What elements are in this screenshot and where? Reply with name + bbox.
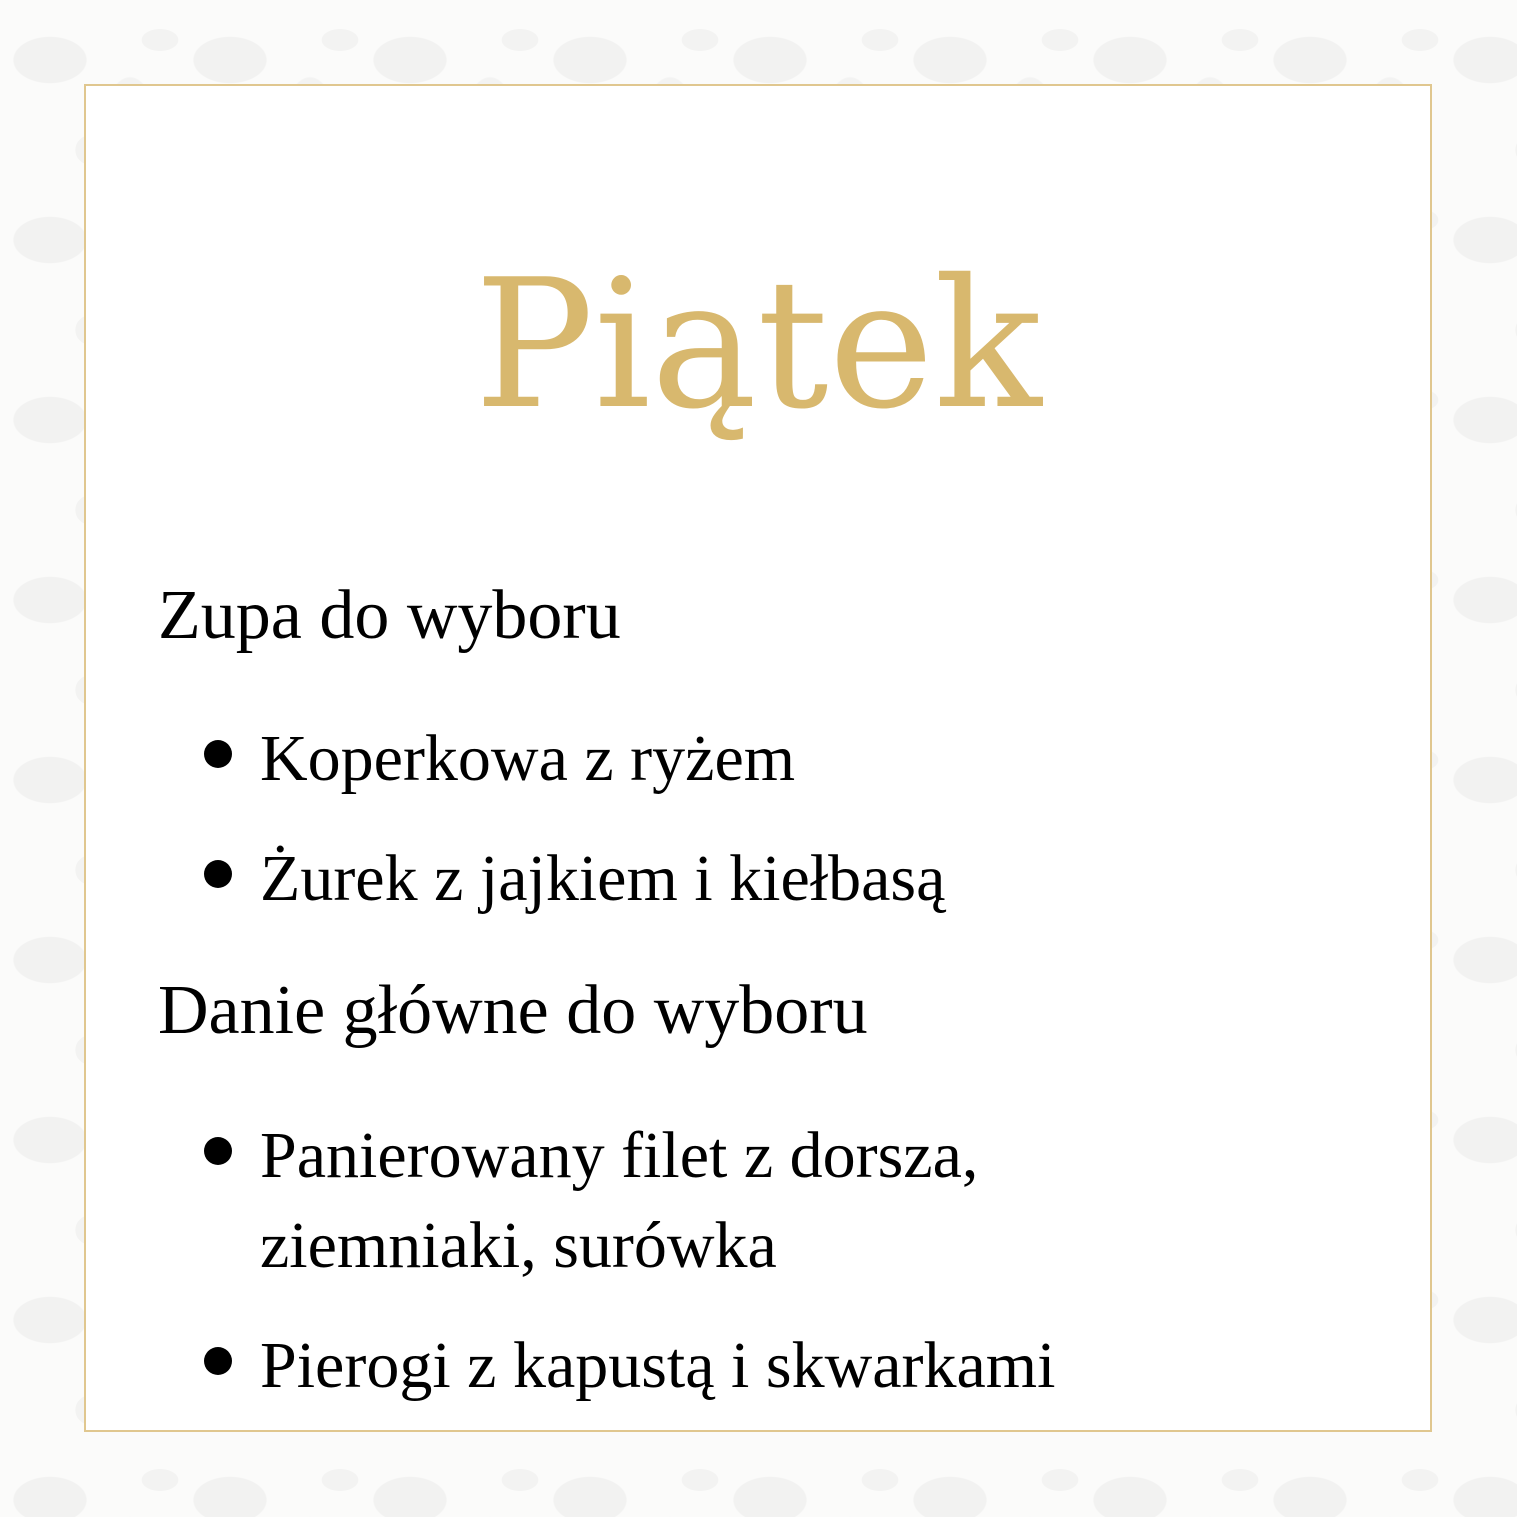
soup-option-2: Żurek z jajkiem i kiełbasą [260, 842, 946, 915]
list-item [204, 1111, 1024, 1291]
main-option-1: Panierowany filet z dorsza, ziemniaki, surówka [260, 1119, 979, 1282]
list-item [204, 1321, 1055, 1411]
day-title: Piątek [474, 241, 1042, 448]
list-item [204, 714, 795, 804]
list-item [204, 834, 945, 924]
soup-option-1: Koperkowa z ryżem [260, 722, 796, 795]
bullet-icon [204, 1137, 232, 1165]
main-option-2: Pierogi z kapustą i skwarkami [260, 1329, 1056, 1402]
soup-heading: Zupa do wyboru [158, 577, 621, 654]
main-course-heading: Danie główne do wyboru [158, 972, 868, 1049]
bullet-icon [204, 860, 232, 888]
bullet-icon [204, 1347, 232, 1375]
bullet-icon [204, 740, 232, 768]
menu-card [84, 84, 1432, 1432]
